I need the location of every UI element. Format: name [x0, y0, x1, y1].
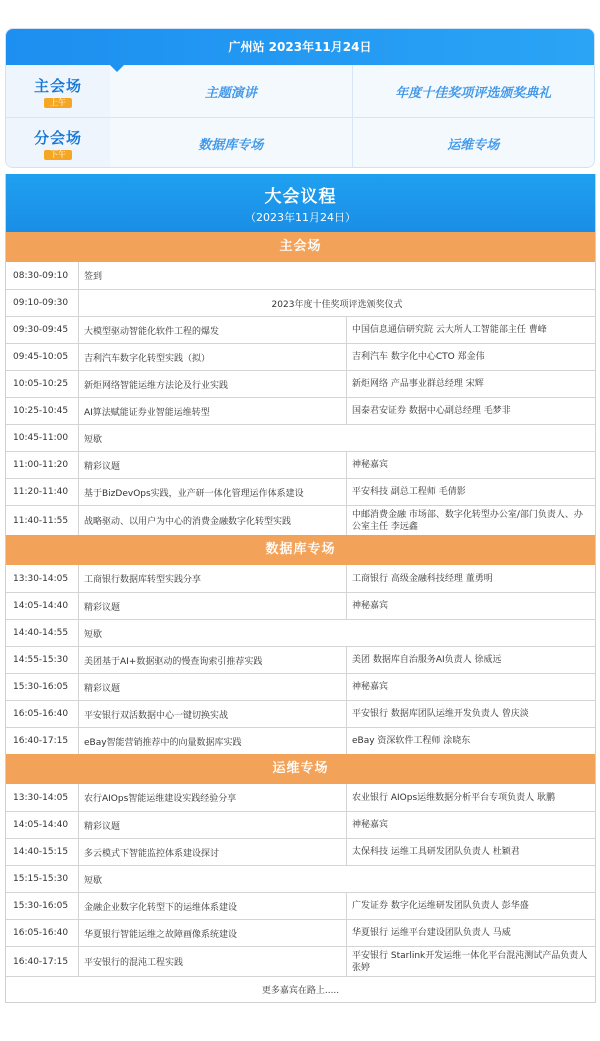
- time-cell: 15:15-15:30: [6, 866, 79, 892]
- speaker-cell: 中国信息通信研究院 云大所人工智能部主任 曹峰: [352, 325, 547, 335]
- time-cell: 11:20-11:40: [6, 479, 79, 505]
- topic-cell: 短歇: [84, 875, 103, 886]
- sub-venue-label: [6, 118, 110, 168]
- topic-cell: 签到: [84, 272, 103, 282]
- sub-venue-row: [6, 117, 594, 168]
- topic-cell: 精彩议题: [79, 812, 347, 838]
- agenda-header: [6, 174, 595, 232]
- table-row: [6, 784, 595, 811]
- time-cell: 15:30-16:05: [6, 674, 79, 700]
- topic-cell: 平安银行双活数据中心一键切换实战: [79, 701, 347, 727]
- nav-ops-track[interactable]: 运维专场: [352, 118, 595, 168]
- table-row: [6, 565, 595, 592]
- table-row: [6, 316, 595, 343]
- afternoon-badge: 下午: [44, 150, 72, 160]
- venue-nav-header: [6, 29, 594, 65]
- table-row: [6, 262, 595, 289]
- ceremony-cell: 2023年度十佳奖项评选颁奖仪式: [271, 299, 403, 310]
- table-row: [6, 892, 595, 919]
- speaker-cell: 华夏银行 运维平台建设团队负责人 马威: [352, 928, 511, 938]
- topic-cell: 精彩议题: [79, 674, 347, 700]
- main-venue-title: 主会场: [33, 76, 82, 95]
- table-row: [6, 646, 595, 673]
- morning-badge: 上午: [44, 98, 72, 108]
- speaker-cell: 广发证券 数字化运维研发团队负责人 彭华盛: [352, 901, 529, 911]
- speaker-cell: 神秘嘉宾: [352, 460, 389, 470]
- time-cell: 14:40-14:55: [6, 620, 79, 646]
- table-row: [6, 343, 595, 370]
- agenda-footer-row: [6, 976, 595, 1002]
- nav-database-track[interactable]: 数据库专场: [198, 138, 264, 153]
- table-row: [6, 946, 595, 976]
- topic-cell: 吉利汽车数字化转型实践（拟）: [79, 344, 347, 370]
- speaker-cell: 农业银行 AIOps运维数据分析平台专项负责人 耿鹏: [352, 792, 556, 803]
- speaker-cell: 吉利汽车 数字化中心CTO 郑金伟: [352, 352, 485, 362]
- topic-cell: eBay智能营销推荐中的向量数据库实践: [79, 728, 347, 754]
- time-cell: 16:40-17:15: [6, 728, 79, 754]
- topic-cell: AI算法赋能证券业智能运维转型: [79, 398, 347, 424]
- city-date-title: 广州站 2023年11月24日: [228, 40, 372, 54]
- table-row: [6, 397, 595, 424]
- section-header: 运维专场: [6, 754, 595, 784]
- time-cell: 16:05-16:40: [6, 920, 79, 946]
- table-row: [6, 838, 595, 865]
- time-cell: 09:10-09:30: [6, 290, 79, 316]
- nav-awards-ceremony[interactable]: 年度十佳奖项评选颁奖典礼: [352, 65, 595, 117]
- table-row: [6, 865, 595, 892]
- speaker-cell: 神秘嘉宾: [352, 601, 389, 611]
- topic-cell: 新炬网络智能运维方法论及行业实践: [79, 371, 347, 397]
- table-row: [6, 478, 595, 505]
- speaker-cell: 美团 数据库自治服务AI负责人 徐威远: [352, 655, 502, 665]
- time-cell: 13:30-14:05: [6, 784, 79, 811]
- time-cell: 14:55-15:30: [6, 647, 79, 673]
- time-cell: 14:40-15:15: [6, 839, 79, 865]
- topic-cell: 精彩议题: [79, 452, 347, 478]
- time-cell: 09:30-09:45: [6, 317, 79, 343]
- nav-keynote[interactable]: 主题演讲: [204, 85, 257, 101]
- topic-cell: 工商银行数据库转型实践分享: [79, 565, 347, 592]
- speaker-cell: 工商银行 高级金融科技经理 董勇明: [352, 573, 493, 584]
- topic-cell: 基于BizDevOps实践，业产研一体化管理运作体系建设: [79, 479, 347, 505]
- topic-cell: 多云模式下智能监控体系建设探讨: [79, 839, 347, 865]
- table-row: [6, 451, 595, 478]
- time-cell: 16:05-16:40: [6, 701, 79, 727]
- time-cell: 14:05-14:40: [6, 812, 79, 838]
- topic-cell: 平安银行的混沌工程实践: [79, 947, 347, 976]
- time-cell: 10:45-11:00: [6, 425, 79, 451]
- speaker-cell: eBay 资深软件工程师 涂晓东: [352, 736, 471, 746]
- topic-cell: 大模型驱动智能化软件工程的爆发: [79, 317, 347, 343]
- table-row: [6, 619, 595, 646]
- topic-cell: 短歇: [84, 629, 103, 640]
- topic-cell: 华夏银行智能运维之故障画像系统建设: [79, 920, 347, 946]
- time-cell: 10:25-10:45: [6, 398, 79, 424]
- main-venue-row: [6, 65, 594, 117]
- table-row: [6, 811, 595, 838]
- topic-cell: 战略驱动、以用户为中心的消费金融数字化转型实践: [79, 506, 347, 535]
- time-cell: 14:05-14:40: [6, 593, 79, 619]
- time-cell: 11:00-11:20: [6, 452, 79, 478]
- time-cell: 15:30-16:05: [6, 893, 79, 919]
- topic-cell: 精彩议题: [79, 593, 347, 619]
- topic-cell: 农行AIOps智能运维建设实践经验分享: [79, 784, 347, 811]
- table-row: [6, 673, 595, 700]
- speaker-cell: 新炬网络 产品事业群总经理 宋辉: [352, 379, 484, 389]
- speaker-cell: 中邮消费金融 市场部、数字化转型办公室/部门负责人、办公室主任 李远鑫: [352, 509, 583, 532]
- time-cell: 09:45-10:05: [6, 344, 79, 370]
- topic-cell: 美团基于AI+数据驱动的慢查询索引推荐实践: [79, 647, 347, 673]
- header-pointer-icon: [110, 65, 124, 72]
- time-cell: 11:40-11:55: [6, 506, 79, 535]
- agenda-table: [5, 174, 596, 1003]
- time-cell: 13:30-14:05: [6, 565, 79, 592]
- topic-cell: 短歇: [84, 434, 103, 445]
- more-guests-note: 更多嘉宾在路上.....: [261, 986, 340, 996]
- speaker-cell: 平安银行 Starlink开发运维一体化平台混沌测试产品负责人 张婷: [352, 950, 588, 973]
- speaker-cell: 平安科技 副总工程师 毛倩影: [352, 487, 466, 497]
- table-row: [6, 592, 595, 619]
- speaker-cell: 太保科技 运维工具研发团队负责人 杜颖君: [352, 847, 520, 857]
- speaker-cell: 平安银行 数据库团队运维开发负责人 曾庆淡: [352, 709, 529, 719]
- table-row: [6, 919, 595, 946]
- topic-cell: 金融企业数字化转型下的运维体系建设: [79, 893, 347, 919]
- time-cell: 10:05-10:25: [6, 371, 79, 397]
- speaker-cell: 神秘嘉宾: [352, 820, 389, 830]
- table-row: [6, 727, 595, 754]
- agenda-date: （2023年11月24日）: [245, 210, 356, 224]
- time-cell: 16:40-17:15: [6, 947, 79, 976]
- table-row: [6, 700, 595, 727]
- section-header: 数据库专场: [6, 535, 595, 565]
- sub-venue-title: 分会场: [33, 129, 82, 147]
- table-row: [6, 370, 595, 397]
- speaker-cell: 神秘嘉宾: [352, 682, 389, 692]
- agenda-title: 大会议程: [264, 186, 337, 207]
- time-cell: 08:30-09:10: [6, 262, 79, 289]
- table-row: [6, 289, 595, 316]
- table-row: [6, 505, 595, 535]
- venue-nav-card: [5, 28, 595, 168]
- table-row: [6, 424, 595, 451]
- speaker-cell: 国泰君安证券 数据中心副总经理 毛梦非: [352, 406, 511, 416]
- agenda-body: [6, 232, 595, 976]
- main-venue-label: [6, 65, 110, 117]
- section-header: 主会场: [6, 232, 595, 262]
